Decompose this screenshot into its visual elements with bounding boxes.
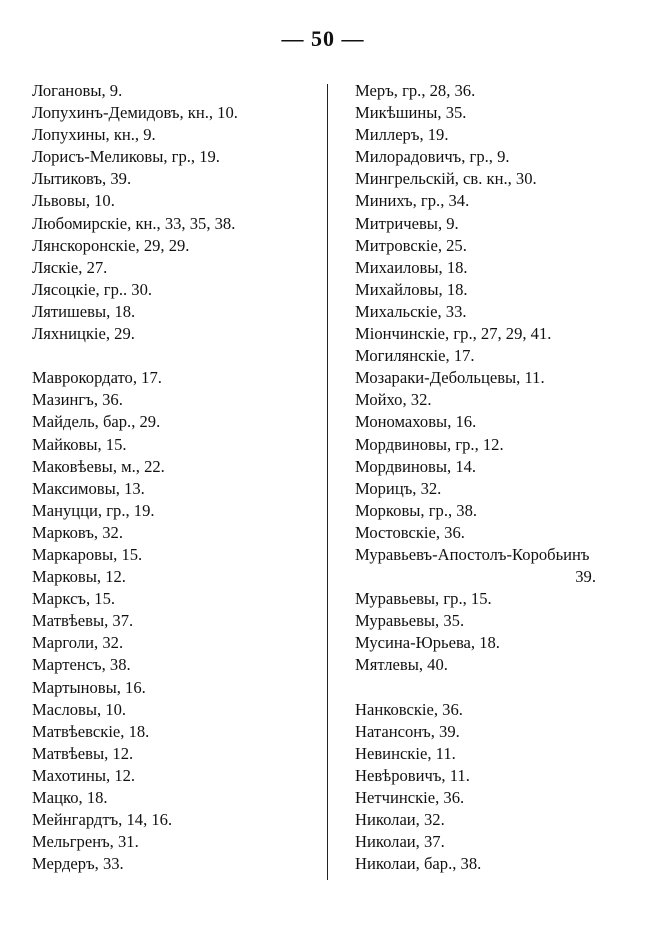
right-index-column	[355, 80, 640, 875]
index-entry: Львовы, 10.	[32, 191, 115, 211]
index-entry: Лопухинъ-Демидовъ, кн., 10.	[32, 103, 238, 123]
index-entry: Мартыновы, 16.	[32, 677, 146, 697]
index-entry: Лытиковъ, 39.	[32, 169, 132, 189]
index-entry: Минихъ, гр., 34.	[355, 191, 470, 211]
page-number: — 50 —	[281, 26, 365, 51]
index-entry: Николаи, 32.	[355, 810, 445, 830]
index-entry: Митричевы, 9.	[355, 213, 459, 233]
index-entry: Муравьевы, гр., 15.	[355, 589, 492, 609]
index-entry: Милорадовичъ, гр., 9.	[355, 147, 510, 167]
index-entry: Мостовскіе, 36.	[355, 522, 465, 542]
index-entry: Митровскіе, 25.	[355, 235, 467, 255]
index-entry: Мозараки-Дебольцевы, 11.	[355, 368, 545, 388]
index-entry: Марковъ, 32.	[32, 522, 123, 542]
index-entry: Муравьевъ-Апостолъ-Коробьинъ	[355, 544, 590, 564]
section-gap	[355, 677, 640, 699]
index-entry: Лянскоронскіе, 29, 29.	[32, 235, 190, 255]
index-entry: Матвѣевскіе, 18.	[32, 721, 150, 741]
index-entry-continuation: 39.	[575, 567, 596, 587]
index-entry: Нанковскіе, 36.	[355, 699, 463, 719]
index-entry: Максимовы, 13.	[32, 478, 145, 498]
section-gap	[32, 345, 322, 367]
index-entry: Меръ, гр., 28, 36.	[355, 81, 476, 100]
index-entry: Мусина-Юрьева, 18.	[355, 633, 500, 653]
index-entry: Миллеръ, 19.	[355, 125, 449, 145]
index-entry: Мердеръ, 33.	[32, 854, 124, 874]
index-entry: Лорисъ-Меликовы, гр., 19.	[32, 147, 220, 167]
index-entry: Любомирскіе, кн., 33, 35, 38.	[32, 213, 236, 233]
index-entry: Невинскіе, 11.	[355, 743, 456, 763]
index-entry: Ляскіе, 27.	[32, 257, 108, 277]
index-entry: Михаиловы, 18.	[355, 257, 468, 277]
index-entry: Матвѣевы, 12.	[32, 743, 134, 763]
index-entry: Мартенсъ, 38.	[32, 655, 131, 675]
index-entry: Майдель, бар., 29.	[32, 412, 161, 432]
index-entry: Морицъ, 32.	[355, 478, 442, 498]
left-index-column	[32, 80, 322, 875]
index-entry: Николаи, бар., 38.	[355, 854, 482, 874]
index-entry: Лопухины, кн., 9.	[32, 125, 156, 145]
index-entry: Невѣровичъ, 11.	[355, 765, 470, 785]
index-entry: Муравьевы, 35.	[355, 611, 465, 631]
index-entry: Матвѣевы, 37.	[32, 611, 134, 631]
index-entry: Мельгренъ, 31.	[32, 832, 139, 852]
index-entry: Михальскіе, 33.	[355, 301, 467, 321]
index-entry: Нетчинскіе, 36.	[355, 788, 465, 807]
index-entry: Лясоцкіе, гр.. 30.	[32, 279, 153, 299]
index-entry: Мятлевы, 40.	[355, 655, 448, 675]
index-entry: Маврокордато, 17.	[32, 368, 162, 388]
index-entry: Махотины, 12.	[32, 765, 136, 785]
index-entry: Натансонъ, 39.	[355, 721, 460, 741]
index-entry: Михайловы, 18.	[355, 279, 468, 299]
index-entry: Марксъ, 15.	[32, 589, 116, 609]
index-entry: Ляхницкіе, 29.	[32, 324, 135, 344]
index-entry: Мордвиновы, 14.	[355, 456, 477, 476]
index-entry: Николаи, 37.	[355, 832, 445, 852]
index-entry: Логановы, 9.	[32, 81, 123, 100]
index-entry: Мацко, 18.	[32, 788, 108, 807]
index-entry: Мейнгардтъ, 14, 16.	[32, 810, 173, 830]
index-entry: Маковѣевы, м., 22.	[32, 456, 165, 476]
index-entry: Масловы, 10.	[32, 699, 127, 719]
index-entry: Могилянскіе, 17.	[355, 346, 475, 366]
index-entry: Міончинскіе, гр., 27, 29, 41.	[355, 324, 552, 344]
index-entry: Мордвиновы, гр., 12.	[355, 434, 504, 454]
index-entry: Марголи, 32.	[32, 633, 124, 653]
index-entry: Мингрельскій, св. кн., 30.	[355, 169, 537, 189]
index-entry: Морковы, гр., 38.	[355, 500, 478, 520]
index-entry: Майковы, 15.	[32, 434, 127, 454]
index-entry: Маркаровы, 15.	[32, 544, 143, 564]
index-entry: Мойхо, 32.	[355, 390, 432, 410]
index-entry: Мануцци, гр., 19.	[32, 500, 155, 520]
index-entry: Мономаховы, 16.	[355, 412, 477, 432]
index-entry: Лятишевы, 18.	[32, 301, 136, 321]
index-entry: Марковы, 12.	[32, 567, 126, 587]
index-entry: Микѣшины, 35.	[355, 103, 467, 123]
column-divider	[327, 84, 328, 880]
index-entry: Мазингъ, 36.	[32, 390, 123, 410]
